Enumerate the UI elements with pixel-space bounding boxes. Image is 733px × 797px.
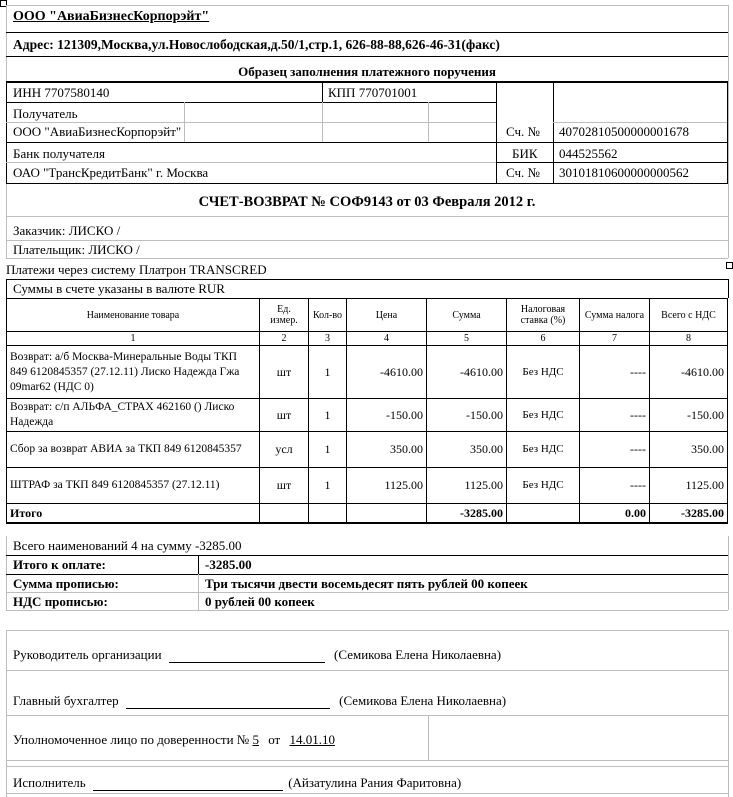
table-row	[7, 346, 728, 399]
total-all: -3285.00	[650, 504, 728, 524]
payer-line: Плательщик: ЛИСКО /	[13, 242, 140, 257]
proxy-line	[13, 732, 335, 748]
item-name: ШТРАФ за ТКП 849 6120845357 (27.12.11)	[7, 468, 260, 504]
bank-name: ОАО "ТрансКредитБанк" г. Москва	[13, 165, 209, 180]
customer-line: Заказчик: ЛИСКО /	[13, 223, 121, 238]
item-tax-sum: ----	[580, 432, 650, 468]
proxy-date: 14.01.10	[289, 732, 335, 747]
currency-note: Суммы в счете указаны в валюте RUR	[13, 281, 225, 296]
payment-sample-title: Образец заполнения платежного поручения	[238, 64, 496, 79]
accountant-label: Главный бухгалтер	[13, 693, 119, 708]
table-row	[7, 399, 728, 432]
item-tax-rate: Без НДС	[507, 399, 580, 432]
col-number: 2	[260, 332, 309, 346]
col-header-price: Цена	[347, 299, 427, 332]
col-header-unit: Ед. измер.	[260, 299, 309, 332]
item-price: -150.00	[347, 399, 427, 432]
item-price: 1125.00	[347, 468, 427, 504]
company-address: Адрес: 121309,Москва,ул.Новослободская,д.50/1,стр.1, 626-88-88,626-46-31(факс)	[13, 37, 500, 52]
table-header-row	[7, 299, 728, 332]
col-header-tax-rate: Налоговая ставка (%)	[507, 299, 580, 332]
bank-label: Банк получателя	[13, 146, 105, 161]
director-signature-line	[13, 647, 501, 663]
col-header-name: Наименование товара	[7, 299, 260, 332]
col-number: 6	[507, 332, 580, 346]
item-sum: 1125.00	[427, 468, 507, 504]
executor-name: (Айзатулина Рания Фаритовна)	[288, 775, 462, 790]
col-header-total: Всего с НДС	[650, 299, 728, 332]
recipient-name: ООО "АвиаБизнесКорпорэйт"	[13, 124, 182, 139]
invoice-title: СЧЕТ-ВОЗВРАТ № СОФ9143 от 03 Февраля 2012 г.	[198, 194, 536, 210]
item-name: Сбор за возврат АВИА за ТКП 849 6120845357	[7, 432, 260, 468]
item-tax-sum: ----	[580, 399, 650, 432]
recipient-label: Получатель	[13, 106, 78, 121]
executor-label: Исполнитель	[13, 775, 86, 790]
bik-label: БИК	[512, 146, 538, 161]
item-qty: 1	[309, 468, 347, 504]
item-unit: шт	[260, 399, 309, 432]
col-number: 5	[427, 332, 507, 346]
to-pay-label: Итого к оплате:	[13, 557, 106, 572]
item-tax-rate: Без НДС	[507, 346, 580, 399]
account-number: 40702810500000001678	[559, 124, 689, 139]
col-header-sum: Сумма	[427, 299, 507, 332]
item-name: Возврат: а/б Москва-Минеральные Воды ТКП 849 6120845357 (27.12.11) Лиско Надежда Гжа 09mar62 (НДС 0)	[7, 346, 260, 399]
item-price: -4610.00	[347, 346, 427, 399]
executor-signature-line	[13, 775, 461, 791]
accountant-signature-line	[13, 693, 506, 709]
item-total: -4610.00	[650, 346, 728, 399]
bik-value: 044525562	[559, 146, 618, 161]
item-price: 350.00	[347, 432, 427, 468]
proxy-from-label: от	[268, 732, 281, 747]
col-number: 7	[580, 332, 650, 346]
proxy-number: 5	[252, 732, 259, 747]
col-number: 3	[309, 332, 347, 346]
corr-account-label: Сч. №	[506, 165, 540, 180]
kpp-field: КПП 770701001	[328, 85, 418, 100]
item-unit: шт	[260, 468, 309, 504]
item-tax-rate: Без НДС	[507, 432, 580, 468]
total-label: Итого	[7, 504, 260, 524]
amount-words-value: Три тысячи двести восемьдесят пять рублей 00 копеек	[205, 576, 528, 591]
total-tax: 0.00	[580, 504, 650, 524]
payment-system-note: Платежи через систему Платрон TRANSCRED	[6, 262, 267, 277]
director-label: Руководитель организации	[13, 647, 162, 662]
item-total: -150.00	[650, 399, 728, 432]
corr-account-number: 30101810600000000562	[559, 165, 689, 180]
amount-words-label: Сумма прописью:	[13, 576, 119, 591]
items-count-line: Всего наименований 4 на сумму -3285.00	[13, 538, 242, 553]
item-sum: -150.00	[427, 399, 507, 432]
item-qty: 1	[309, 432, 347, 468]
vat-words-label: НДС прописью:	[13, 594, 108, 609]
item-tax-sum: ----	[580, 346, 650, 399]
item-total: 350.00	[650, 432, 728, 468]
executor-signature-blank	[93, 776, 283, 791]
item-total: 1125.00	[650, 468, 728, 504]
to-pay-value: -3285.00	[205, 557, 252, 572]
item-tax-rate: Без НДС	[507, 468, 580, 504]
proxy-label: Уполномоченное лицо по доверенности №	[13, 732, 250, 747]
vat-words-value: 0 рублей 00 копеек	[205, 594, 315, 609]
item-sum: -4610.00	[427, 346, 507, 399]
account-label: Сч. №	[506, 124, 540, 139]
col-number: 4	[347, 332, 427, 346]
item-sum: 350.00	[427, 432, 507, 468]
item-qty: 1	[309, 399, 347, 432]
col-number: 1	[7, 332, 260, 346]
company-name: ООО "АвиаБизнесКорпорэйт"	[13, 9, 210, 24]
director-name: (Семикова Елена Николаевна)	[334, 647, 502, 662]
total-sum: -3285.00	[427, 504, 507, 524]
accountant-name: (Семикова Елена Николаевна)	[339, 693, 507, 708]
items-table	[6, 298, 728, 524]
table-row	[7, 432, 728, 468]
item-unit: шт	[260, 346, 309, 399]
col-header-qty: Кол-во	[309, 299, 347, 332]
item-name: Возврат: с/п АЛЬФА_СТРАХ 462160 () Лиско Надежда	[7, 399, 260, 432]
corner-marker-right	[726, 262, 733, 269]
table-total-row	[7, 504, 728, 524]
table-row	[7, 468, 728, 504]
table-col-numbers-row	[7, 332, 728, 346]
item-qty: 1	[309, 346, 347, 399]
item-unit: усл	[260, 432, 309, 468]
col-number: 8	[650, 332, 728, 346]
col-header-tax-sum: Сумма налога	[580, 299, 650, 332]
inn-field: ИНН 7707580140	[13, 85, 110, 100]
item-tax-sum: ----	[580, 468, 650, 504]
accountant-signature-blank	[126, 694, 330, 709]
director-signature-blank	[169, 648, 325, 663]
